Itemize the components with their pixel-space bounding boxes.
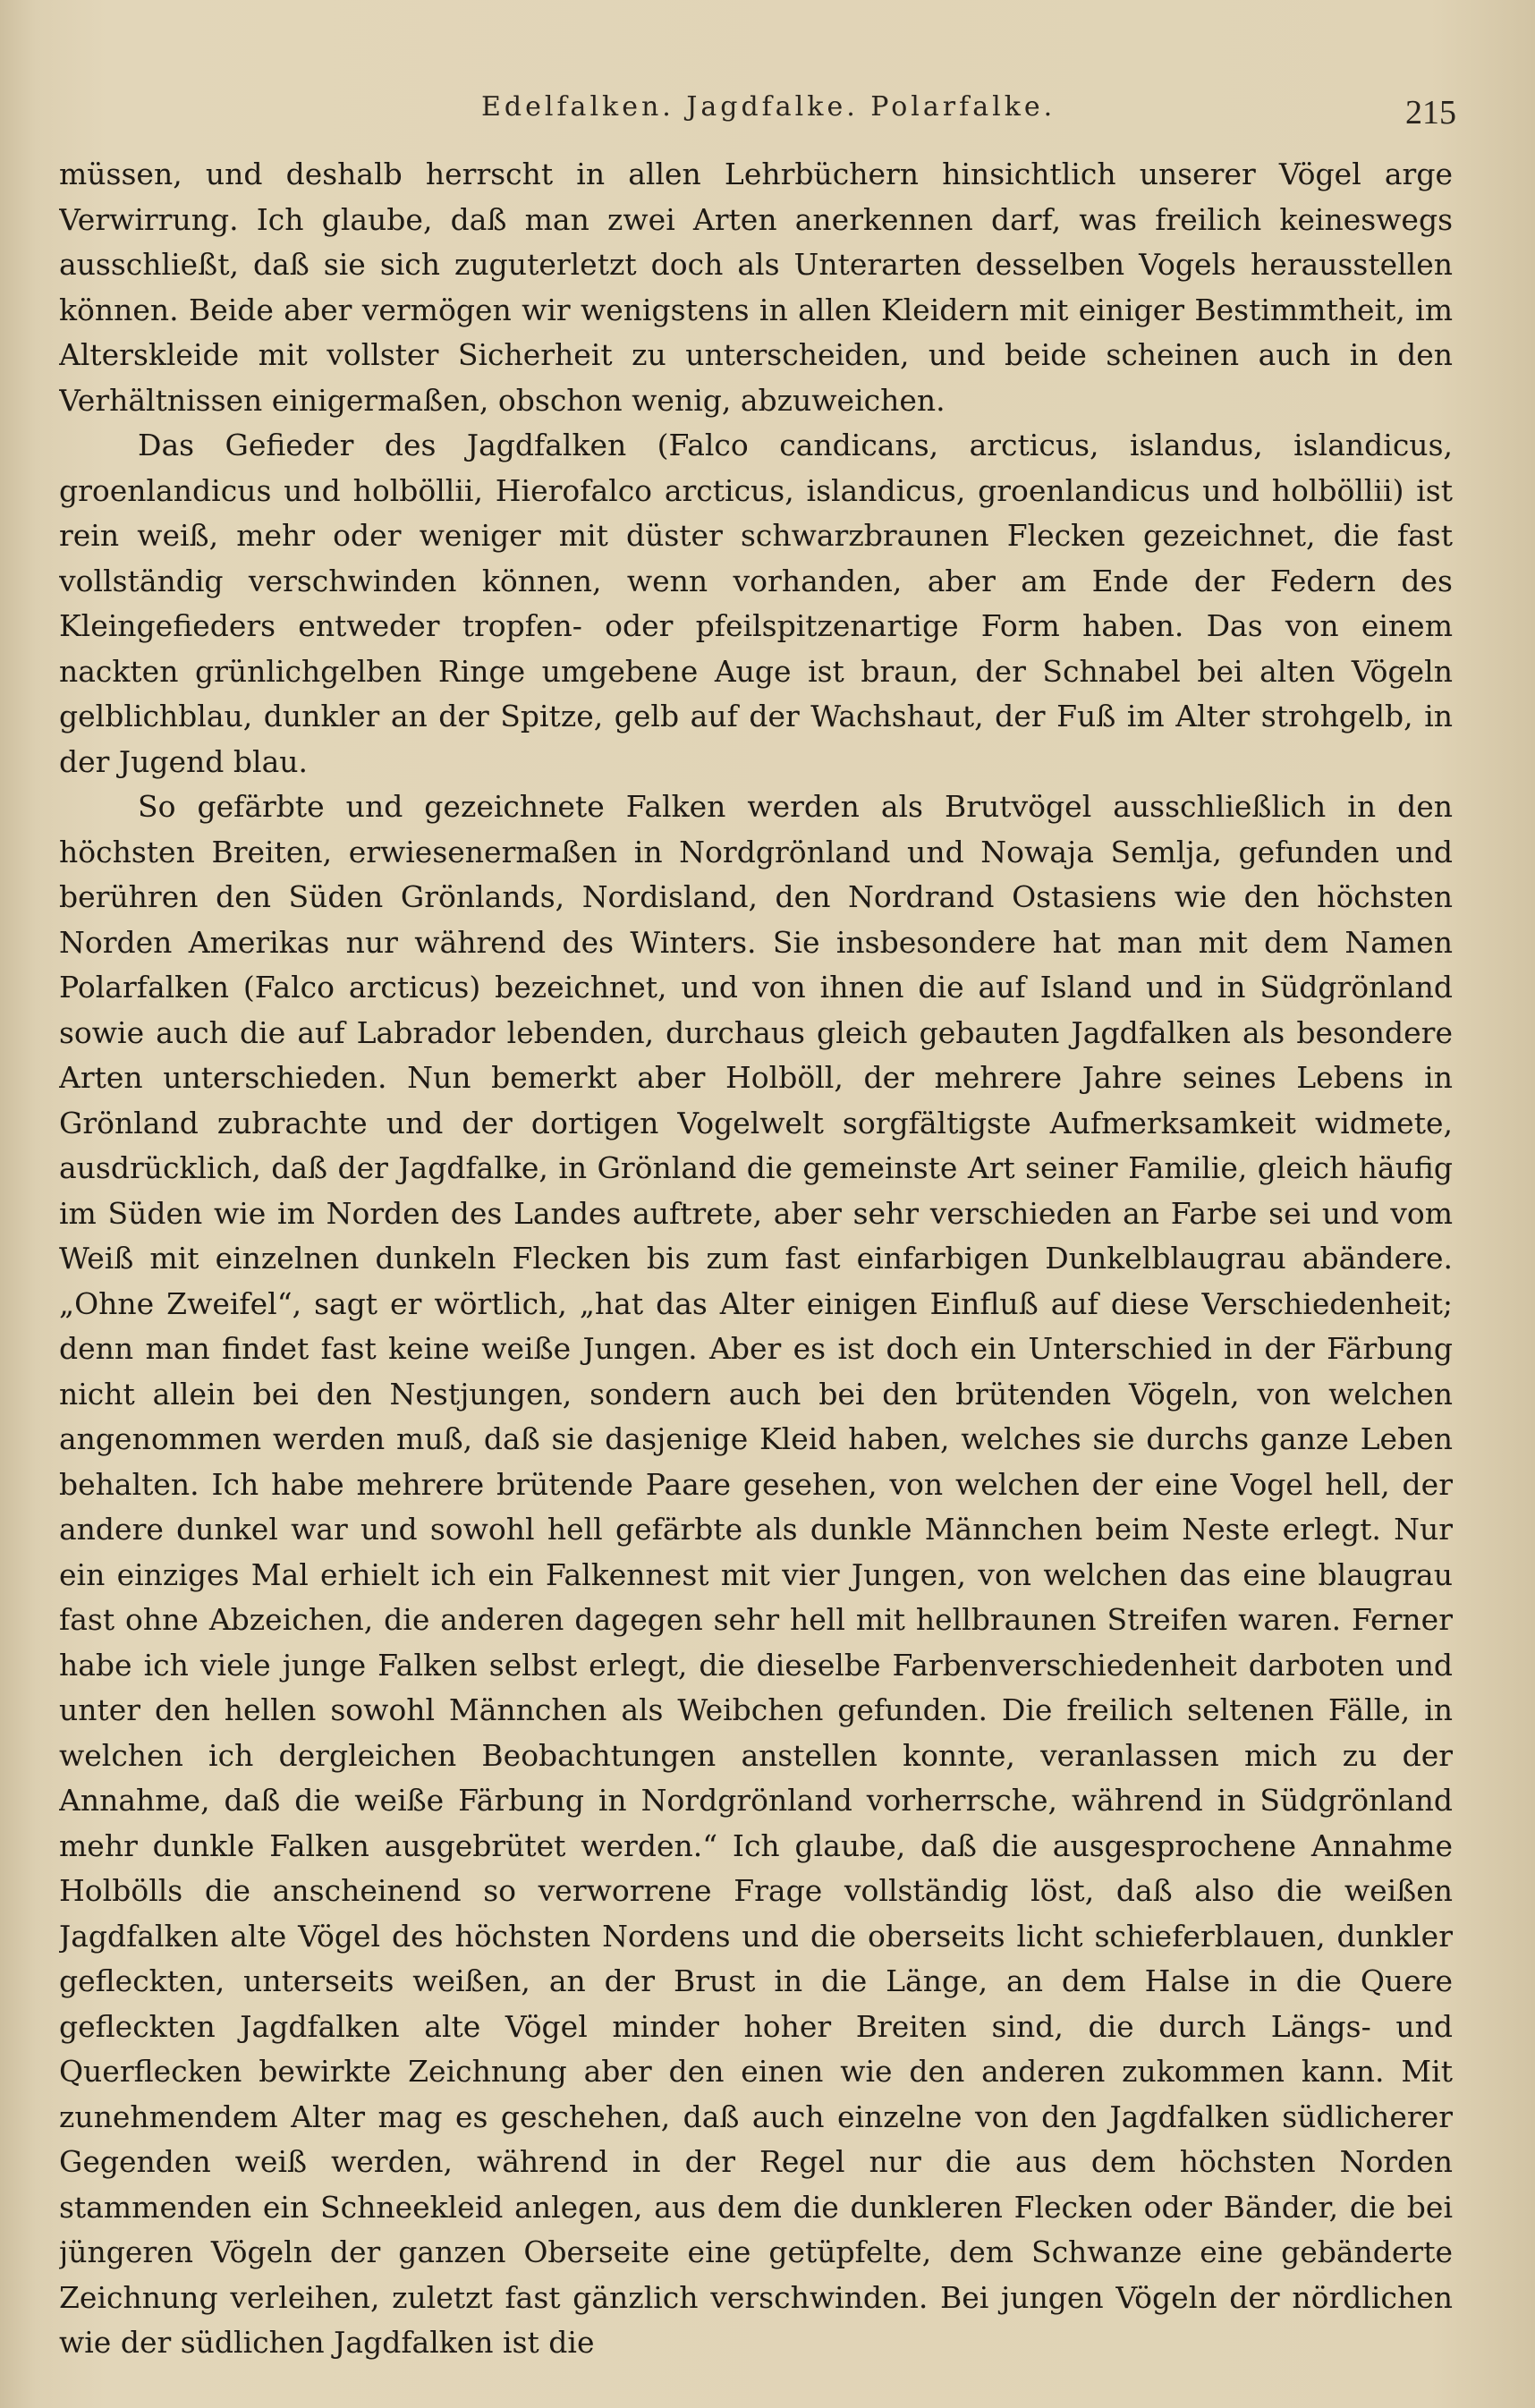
paragraph-3: So gefärbte und gezeichnete Falken werden als Brutvögel ausschließlich in den höchsten Breiten, erwiesenermaßen in Nordgrönland und Nowaja Semlja, gefunden und berühren den Süden Grönlands, Nordisland, den Nordrand Ostasiens wie den höchsten Norden Amerikas nur während des Winters. Sie insbesondere hat man mit dem Namen Polarfalken (Falco arcticus) bezeichnet, und von ihnen die auf Island und in Südgrönland sowie auch die auf Labrador lebenden, durchaus gleich gebauten Jagdfalken als besondere Arten unterschieden. Nun bemerkt aber Holböll, der mehrere Jahre seines Lebens in Grönland zubrachte und der dortigen Vogelwelt sorgfältigste Aufmerksamkeit widmete, ausdrücklich, daß der Jagdfalke, in Grönland die gemeinste Art seiner Familie, gleich häufig im Süden wie im Norden des Landes auftrete, aber sehr verschieden an Farbe sei und vom Weiß mit einzelnen dunkeln Flecken bis zum fast einfarbigen Dunkelblaugrau abändere. „Ohne Zweifel“, sagt er wörtlich, „hat das Alter einigen Einfluß auf diese Verschiedenheit; denn man findet fast keine weiße Jungen. Aber es ist doch ein Unterschied in der Färbung nicht allein bei den Nestjungen, sondern auch bei den brütenden Vögeln, von welchen angenommen werden muß, daß sie dasjenige Kleid haben, welches sie durchs ganze Leben behalten. Ich habe mehrere brütende Paare gesehen, von welchen der eine Vogel hell, der andere dunkel war und sowohl hell gefärbte als dunkle Männchen beim Neste erlegt. Nur ein einziges Mal erhielt ich ein Falkennest mit vier Jungen, von welchen das eine blaugrau fast ohne Abzeichen, die anderen dagegen sehr hell mit hellbraunen Streifen waren. Ferner habe ich viele junge Falken selbst erlegt, die dieselbe Farbenverschiedenheit darboten und unter den hellen sowohl Männchen als Weibchen gefunden. Die freilich seltenen Fälle, in welchen ich dergleichen Beobachtungen anstellen konnte, veranlassen mich zu der Annahme, daß die weiße Färbung in Nordgrönland vorherrsche, während in Südgrönland mehr dunkle Falken ausgebrütet werden.“ Ich glaube, daß die ausgesprochene Annahme Holbölls die anscheinend so verworrene Frage vollständig löst, daß also die weißen Jagdfalken alte Vögel des höchsten Nordens und die oberseits licht schieferblauen, dunkler gefleckten, unterseits weißen, an der Brust in die Länge, an dem Halse in die Quere gefleckten Jagdfalken alte Vögel minder hoher Breiten sind, die durch Längs- und Querflecken bewirkte Zeichnung aber den einen wie den anderen zukommen kann. Mit zunehmendem Alter mag es geschehen, daß auch einzelne von den Jagdfalken südlicherer Gegenden weiß werden, während in der Regel nur die aus dem höchsten Norden stammenden ein Schneekleid anlegen, aus dem die dunkleren Flecken oder Bänder, die bei jüngeren Vögeln der ganzen Oberseite eine getüpfelte, dem Schwanze eine gebänderte Zeichnung verleihen, zuletzt fast gänzlich verschwinden. Bei jungen Vögeln der nördlichen wie der südlichen Jagdfalken ist die [59, 789, 1453, 2360]
body-text [59, 152, 1453, 2361]
page-number: 215 [1405, 94, 1456, 131]
paragraph-2: Das Gefieder des Jagdfalken (Falco candicans, arcticus, islandus, islandicus, groenlandicus und holböllii, Hierofalco arcticus, islandicus, groenlandicus und holböllii) ist rein weiß, mehr oder weniger mit düster schwarzbraunen Flecken gezeichnet, die fast vollständig verschwinden können, wenn vorhanden, aber am Ende der Federn des Kleingefieders entweder tropfen- oder pfeilspitzenartige Form haben. Das von einem nackten grünlichgelben Ringe umgebene Auge ist braun, der Schnabel bei alten Vögeln gelblichblau, dunkler an der Spitze, gelb auf der Wachshaut, der Fuß im Alter strohgelb, in der Jugend blau. [59, 428, 1453, 779]
page-header [61, 86, 1456, 140]
paragraph-1: müssen, und deshalb herrscht in allen Lehrbüchern hinsichtlich unserer Vögel arge Verwirrung. Ich glaube, daß man zwei Arten anerkennen darf, was freilich keineswegs ausschließt, daß sie sich zuguterletzt doch als Unterarten desselben Vogels herausstellen können. Beide aber vermögen wir wenigstens in allen Kleidern mit einiger Bestimmtheit, im Alterskleide mit vollster Sicherheit zu unterscheiden, und beide scheinen auch in den Verhältnissen einigermaßen, obschon wenig, abzuweichen. [59, 157, 1453, 418]
running-head: Edelfalken. Jagdfalke. Polarfalke. [481, 91, 1056, 123]
